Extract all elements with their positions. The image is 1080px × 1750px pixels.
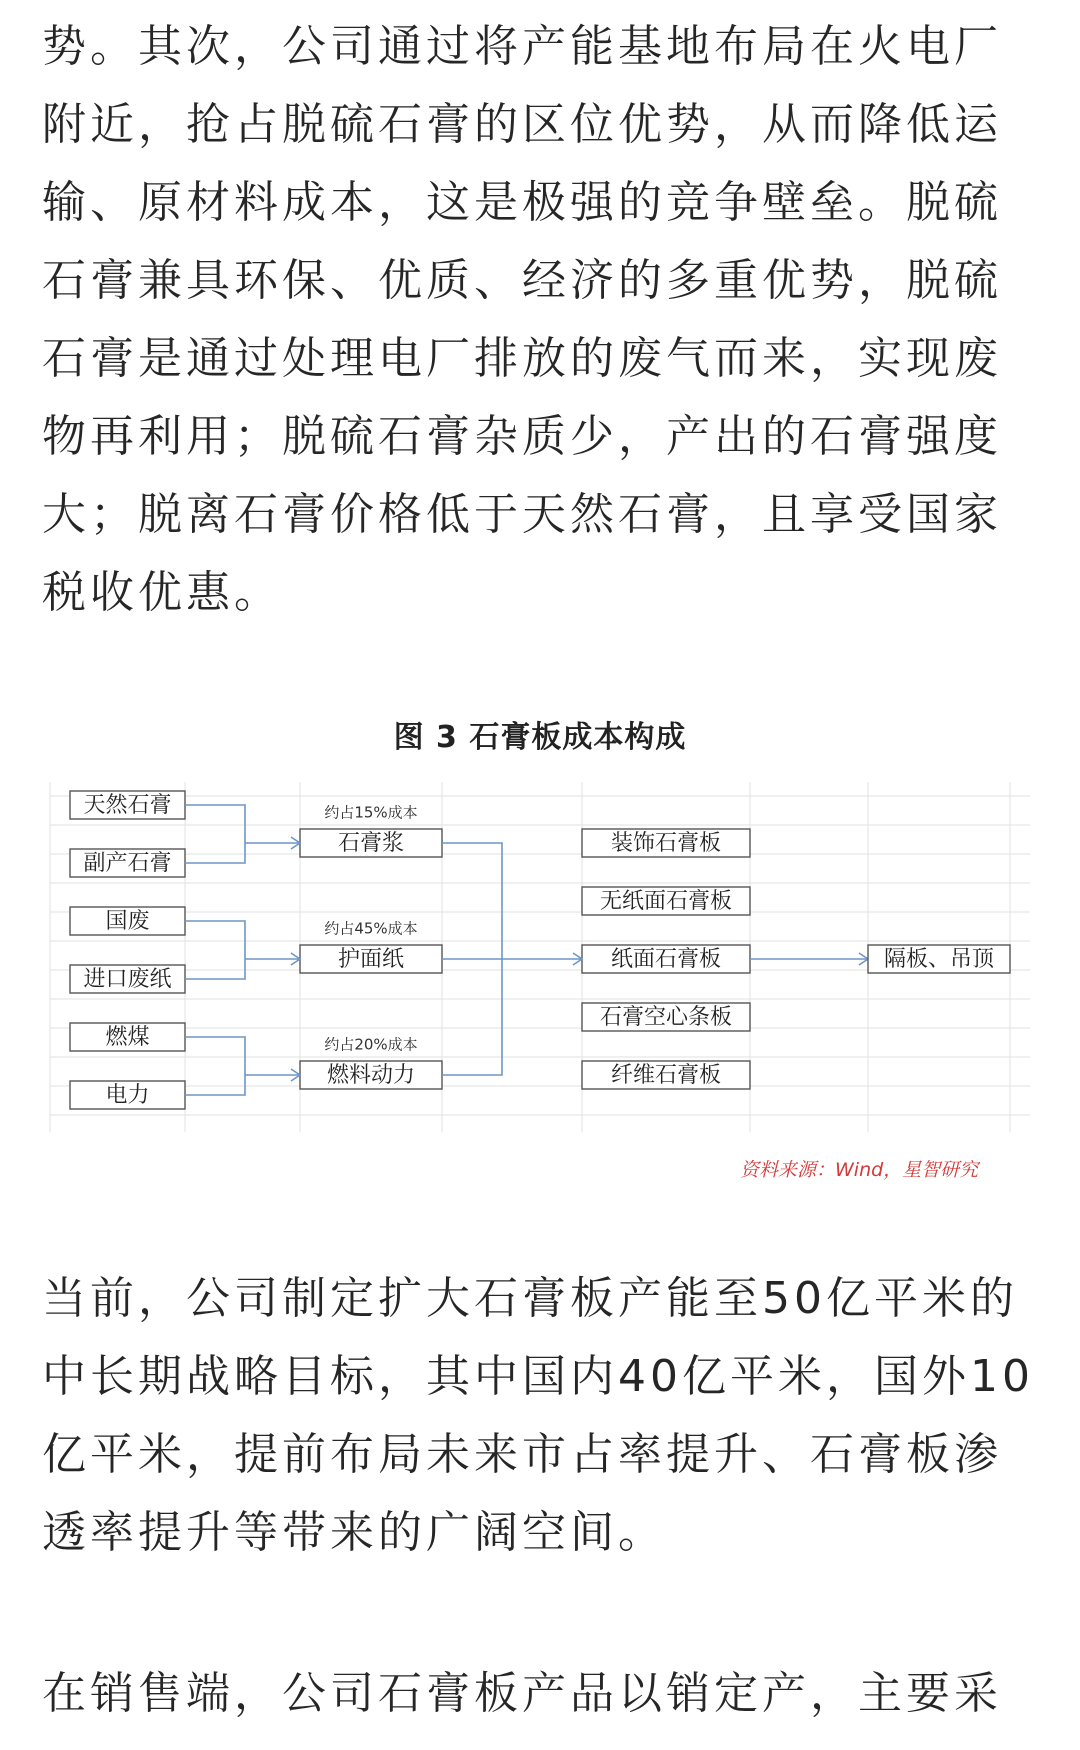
paragraph-line: 输、原材料成本，这是极强的竞争壁垒。脱硫: [42, 177, 1002, 228]
paragraph-line: 附近，抢占脱硫石膏的区位优势，从而降低运: [42, 99, 1002, 150]
component-label: 石膏浆: [337, 831, 405, 856]
component-label: 护面纸: [337, 947, 405, 972]
component-cost-note: 约占45%成本: [324, 919, 418, 938]
product-label: 纸面石膏板: [610, 947, 722, 972]
component-cost-note: 约占15%成本: [324, 803, 418, 822]
cost-structure-diagram: [0, 770, 1080, 1150]
figure-source: 资料来源：Wind，星智研究: [740, 1159, 979, 1181]
input-label: 燃煤: [105, 1025, 150, 1050]
input-label: 副产石膏: [83, 851, 172, 876]
product-label: 无纸面石膏板: [599, 889, 733, 914]
input-label: 进口废纸: [83, 967, 172, 992]
paragraph-line: 石膏是通过处理电厂排放的废气而来，实现废: [42, 333, 1002, 384]
paragraph-line: 势。其次，公司通过将产能基地布局在火电厂: [42, 21, 1002, 72]
application-label: 隔板、吊顶: [883, 947, 995, 972]
paragraph-3: [42, 1655, 1042, 1733]
paragraph-line: 亿平米，提前布局未来市占率提升、石膏板渗: [42, 1429, 1002, 1480]
input-label: 电力: [105, 1083, 150, 1108]
product-label: 装饰石膏板: [610, 831, 722, 856]
paragraph-line: 石膏兼具环保、优质、经济的多重优势，脱硫: [42, 255, 1002, 306]
component-label: 燃料动力: [326, 1063, 416, 1088]
paragraph-1: [42, 8, 1042, 632]
paragraph-line: 税收优惠。: [42, 567, 282, 618]
paragraph-line: 在销售端，公司石膏板产品以销定产，主要采: [42, 1668, 1002, 1719]
input-label: 国废: [105, 909, 150, 934]
product-label: 纤维石膏板: [610, 1063, 722, 1088]
product-label: 石膏空心条板: [599, 1005, 733, 1030]
paragraph-line: 当前，公司制定扩大石膏板产能至50亿平米的: [42, 1273, 1018, 1324]
paragraph-2: [42, 1260, 1042, 1572]
paragraph-line: 透率提升等带来的广阔空间。: [42, 1507, 666, 1558]
paragraph-line: 大；脱离石膏价格低于天然石膏，且享受国家: [42, 489, 1002, 540]
input-label: 天然石膏: [83, 793, 172, 818]
figure-title: 图 3 石膏板成本构成: [393, 720, 687, 755]
paragraph-line: 物再利用；脱硫石膏杂质少，产出的石膏强度: [42, 411, 1002, 462]
paragraph-line: 中长期战略目标，其中国内40亿平米，国外10: [42, 1351, 1034, 1402]
component-cost-note: 约占20%成本: [324, 1035, 418, 1054]
